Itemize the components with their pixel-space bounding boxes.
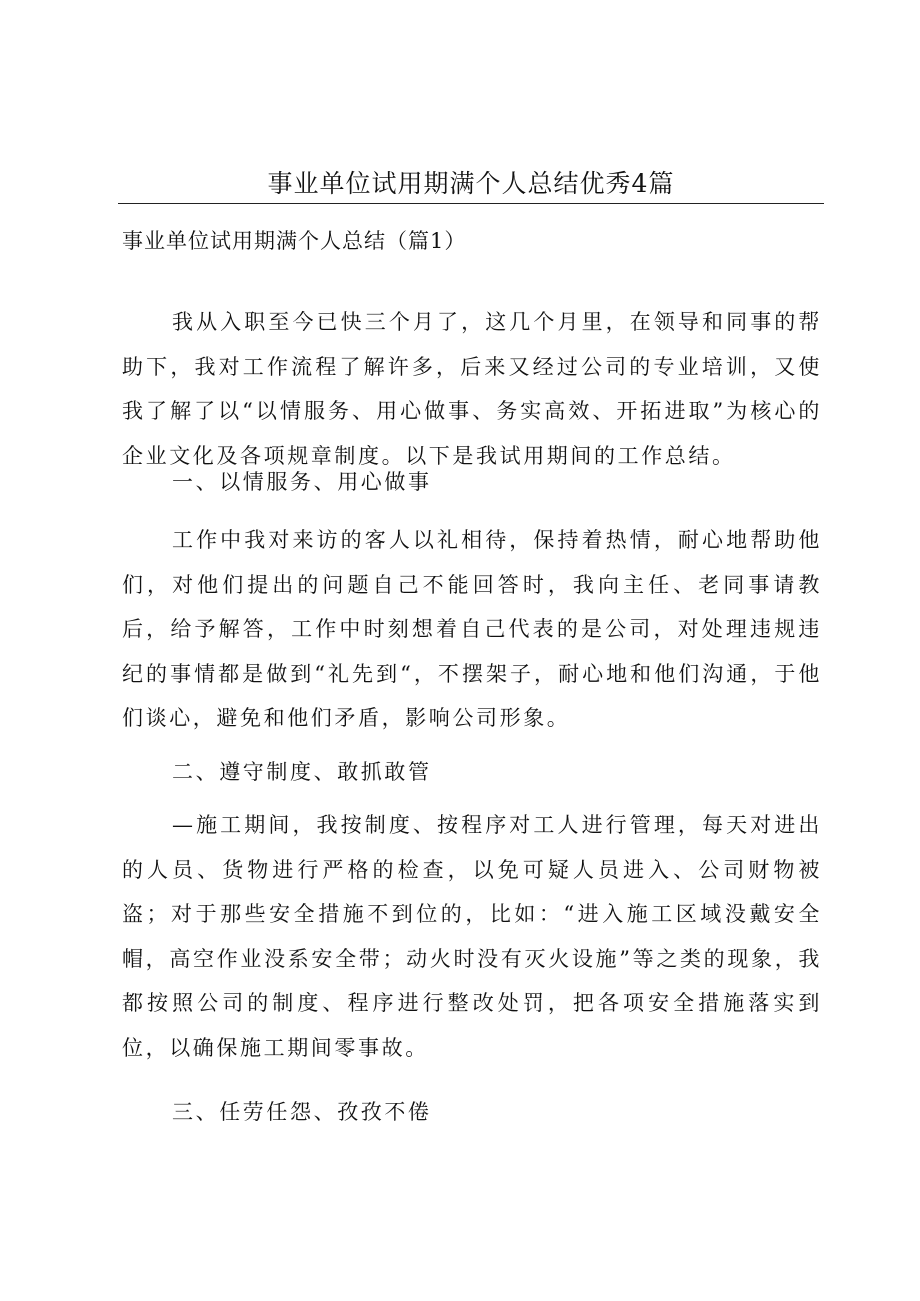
title-underline [118, 203, 824, 204]
subheading-3: 三、任劳任怨、孜孜不倦 [172, 1100, 432, 1124]
section-heading: 事业单位试用期满个人总结（篇1） [122, 229, 467, 253]
subheading-2: 二、遵守制度、敢抓敢管 [172, 760, 432, 784]
body-paragraph-1: 工作中我对来访的客人以礼相待，保持着热情，耐心地帮助他们，对他们提出的问题自己不能回答时，我向主任、老同事请教后，给予解答，工作中时刻想着自己代表的是公司，对处理违规违纪的事情都是做到“礼先到“，不摆架子，耐心地和他们沟通，于他们谈心，避免和他们矛盾，影响公司形象。 [122, 528, 822, 730]
intro-paragraph: 我从入职至今已快三个月了，这几个月里，在领导和同事的帮助下，我对工作流程了解许多，后来又经过公司的专业培训，又使我了解了以“以情服务、用心做事、务实高效、开拓进取”为核心的企业文化及各项规章制度。以下是我试用期间的工作总结。 [122, 310, 822, 468]
subheading-1: 一、以情服务、用心做事 [172, 470, 432, 494]
document-title: 事业单位试用期满个人总结优秀4篇 [267, 169, 675, 198]
body-paragraph-2: —施工期间，我按制度、按程序对工人进行管理，每天对进出的人员、货物进行严格的检查，以免可疑人员进入、公司财物被盗；对于那些安全措施不到位的，比如：“进入施工区域没戴安全帽，高空作业没系安全带；动火时没有灭火设施”等之类的现象，我都按照公司的制度、程序进行整改处罚，把各项安全措施落实到位，以确保施工期间零事故。 [122, 813, 822, 1060]
